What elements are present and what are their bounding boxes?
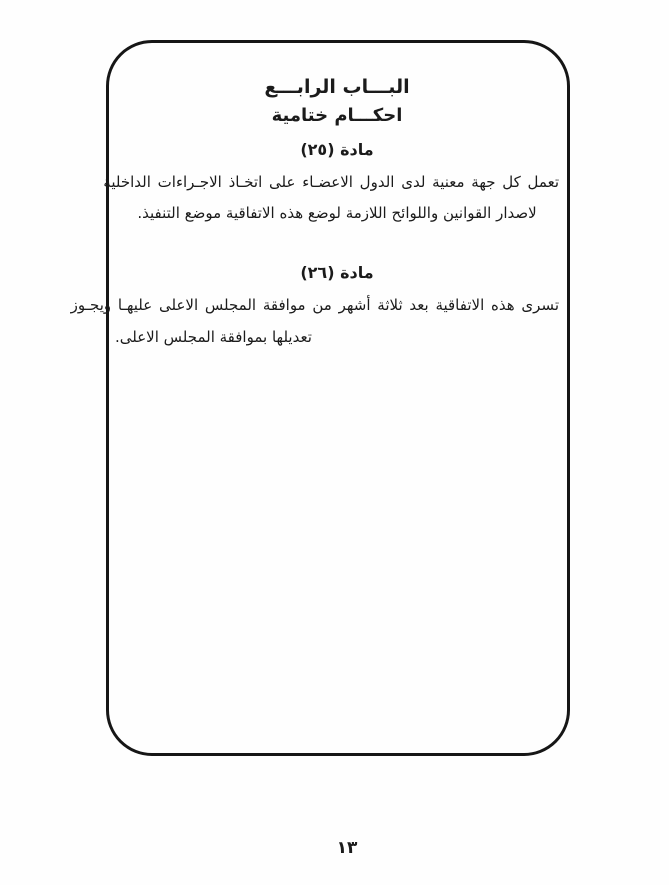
page-number: ١٣ — [336, 838, 358, 858]
document-border-frame — [70, 40, 570, 756]
article-25-heading: مادة (٢٥) — [300, 140, 374, 159]
article-26-line-2: تعديلها بموافقة المجلس الاعلى. — [115, 328, 312, 346]
chapter-subtitle: احكـــام ختامية — [271, 105, 403, 126]
article-26-line-1: تسرى هذه الاتفاقية بعد ثلاثة أشهر من موافقة المجلس الاعلى عليهـا ويجـوز — [70, 296, 559, 314]
chapter-title: البـــاب الرابـــع — [264, 76, 410, 98]
article-25-line-1: تعمل كل جهة معنية لدى الدول الاعضـاء على اتخـاذ الاجـراءات الداخلية — [103, 173, 559, 191]
article-25-line-2: لاصدار القوانين واللوائح اللازمة لوضع هذه الاتفاقية موضع التنفيذ. — [137, 204, 537, 222]
article-26-heading: مادة (٢٦) — [300, 263, 374, 282]
